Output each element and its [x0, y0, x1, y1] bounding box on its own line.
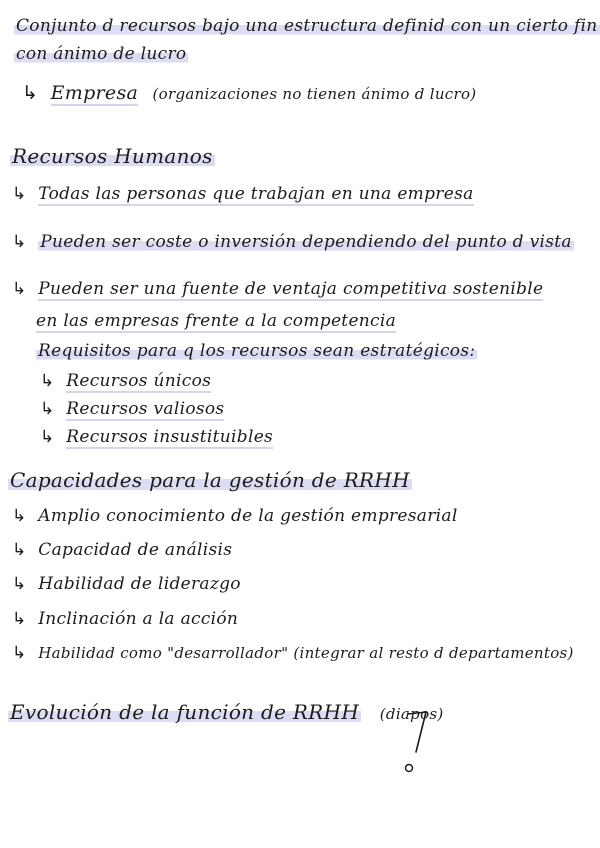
capacidad-3: ↳ Habilidad de liderazgo [12, 574, 241, 594]
capacidad-1: ↳ Amplio conocimiento de la gestión empresarial [12, 506, 458, 526]
requisito-1: ↳ Recursos únicos [40, 371, 212, 391]
capacidad-2: ↳ Capacidad de análisis [12, 540, 233, 560]
arrow-bullet-icon: ↳ [40, 371, 55, 391]
arrow-bullet-icon: ↳ [12, 609, 27, 629]
arrow-bullet-icon: ↳ [22, 82, 39, 104]
intro-empresa-row [22, 84, 476, 103]
rrhh-item-1: ↳ Todas las personas que trabajan en una empresa [12, 184, 474, 204]
capacidad-4: ↳ Inclinación a la acción [12, 609, 239, 629]
evolucion-title: Evolución de la función de RRHH (diapos) [10, 700, 444, 724]
rrhh-title: Recursos Humanos [12, 144, 213, 168]
rrhh-item-3-cont: en las empresas frente a la competencia [36, 311, 397, 331]
exclamation-icon [398, 708, 438, 778]
arrow-bullet-icon: ↳ [12, 232, 27, 252]
requisitos-title: Requisitos para q los recursos sean estratégicos: [38, 341, 476, 361]
arrow-bullet-icon: ↳ [40, 427, 55, 447]
arrow-bullet-icon: ↳ [12, 184, 27, 204]
arrow-bullet-icon: ↳ [12, 540, 27, 560]
requisito-3: ↳ Recursos insustituibles [40, 427, 274, 447]
arrow-bullet-icon: ↳ [12, 506, 27, 526]
arrow-bullet-icon: ↳ [12, 279, 27, 299]
arrow-bullet-icon: ↳ [12, 643, 27, 663]
intro-line-2: con ánimo de lucro [16, 44, 187, 64]
arrow-bullet-icon: ↳ [12, 574, 27, 594]
requisito-2: ↳ Recursos valiosos [40, 399, 225, 419]
arrow-bullet-icon: ↳ [40, 399, 55, 419]
rrhh-item-2: ↳ Pueden ser coste o inversión dependiendo del punto d vista [12, 232, 572, 252]
evolucion-note: (diapos) [379, 705, 444, 723]
capacidades-title: Capacidades para la gestión de RRHH [10, 468, 410, 492]
intro-line-1: Conjunto d recursos bajo una estructura definid con un cierto fin [16, 16, 598, 36]
capacidad-5: ↳ Habilidad como "desarrollador" (integrar al resto d departamentos) [12, 643, 574, 663]
rrhh-item-3: ↳ Pueden ser una fuente de ventaja competitiva sostenible [12, 279, 544, 299]
empresa-note: (organizaciones no tienen ánimo d lucro) [152, 85, 477, 103]
empresa-label: Empresa [50, 82, 139, 104]
